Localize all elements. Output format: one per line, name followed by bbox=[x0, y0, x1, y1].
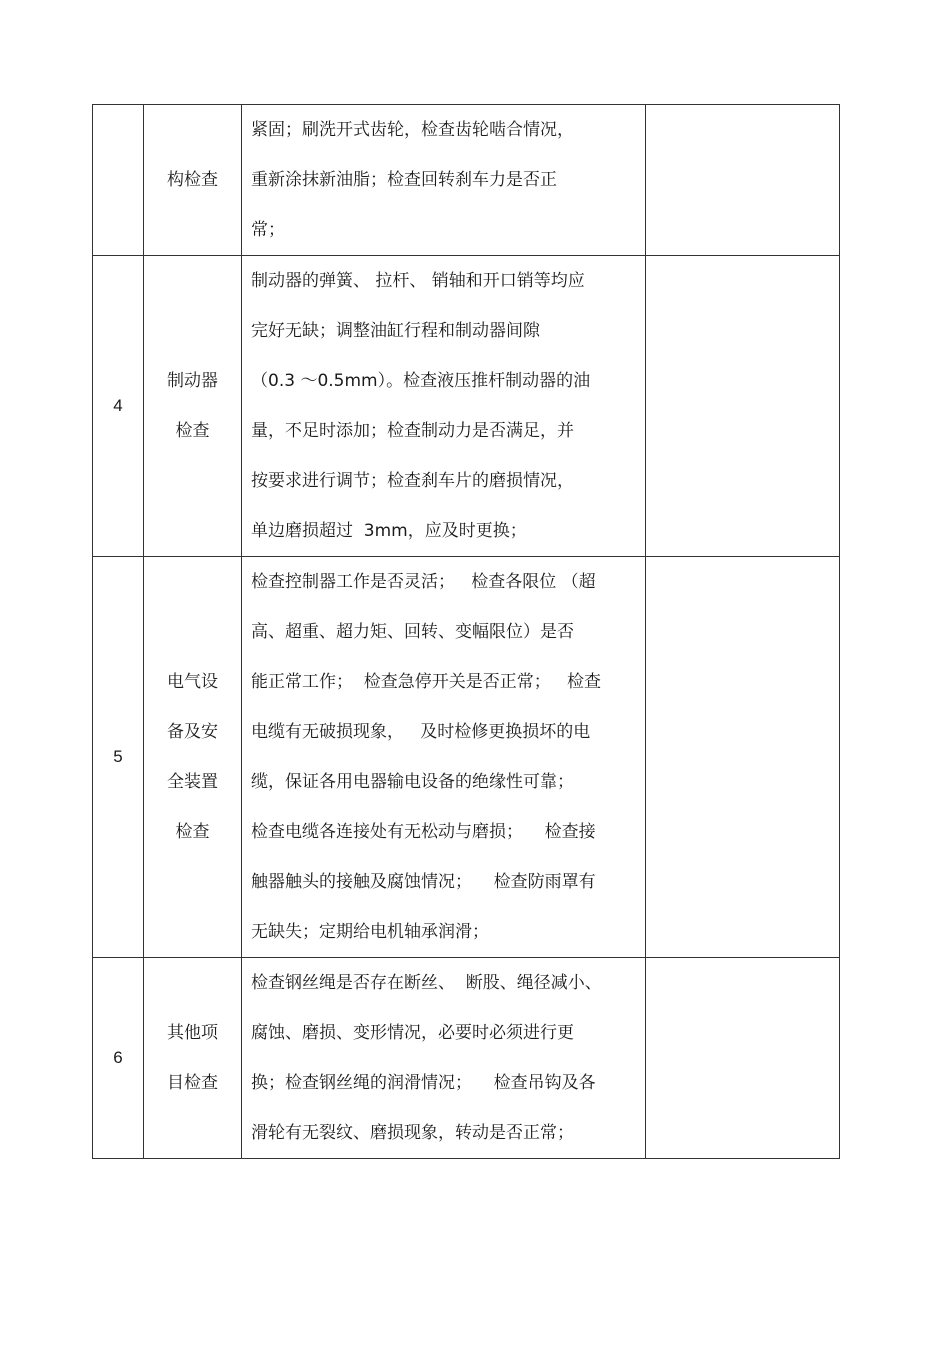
inspection-item-line: 电气设 bbox=[167, 672, 218, 692]
inspection-item-cell bbox=[144, 105, 242, 256]
inspection-item-line: 制动器 bbox=[167, 371, 218, 391]
table-body bbox=[93, 105, 840, 1159]
table-row bbox=[93, 557, 840, 958]
row-number-cell: 5 bbox=[93, 557, 144, 958]
inspection-item-line: 备及安 bbox=[167, 722, 218, 742]
inspection-content-line: 量，不足时添加；检查制动力是否满足，并 bbox=[251, 421, 574, 441]
inspection-content-line: 按要求进行调节；检查刹车片的磨损情况， bbox=[251, 471, 574, 491]
inspection-content-line: 制动器的弹簧、 拉杆、 销轴和开口销等均应 bbox=[251, 271, 585, 291]
inspection-content-line: 单边磨损超过 3mm，应及时更换； bbox=[251, 521, 527, 541]
table-row bbox=[93, 958, 840, 1159]
inspection-content-line: 检查控制器工作是否灵活； 检查各限位 （超 bbox=[251, 572, 596, 592]
inspection-content-line: 检查钢丝绳是否存在断丝、 断股、绳径减小、 bbox=[251, 973, 602, 993]
inspection-item-line: 检查 bbox=[175, 421, 210, 441]
inspection-item-cell bbox=[144, 256, 242, 557]
inspection-content-line: 无缺失；定期给电机轴承润滑； bbox=[251, 922, 489, 942]
inspection-content-line: 换；检查钢丝绳的润滑情况； 检查吊钩及各 bbox=[251, 1073, 596, 1093]
remarks-cell bbox=[646, 256, 840, 557]
inspection-item-cell bbox=[144, 958, 242, 1159]
table-row bbox=[93, 256, 840, 557]
remarks-cell bbox=[646, 958, 840, 1159]
remarks-cell bbox=[646, 557, 840, 958]
inspection-item-line: 构检查 bbox=[167, 170, 218, 190]
inspection-item-line: 其他项 bbox=[167, 1023, 218, 1043]
inspection-content-line: 腐蚀、磨损、变形情况，必要时必须进行更 bbox=[251, 1023, 574, 1043]
inspection-item-cell bbox=[144, 557, 242, 958]
inspection-content-line: 触器触头的接触及腐蚀情况； 检查防雨罩有 bbox=[251, 872, 596, 892]
inspection-item-line: 目检查 bbox=[167, 1073, 218, 1093]
remarks-cell bbox=[646, 105, 840, 256]
row-number-cell: 6 bbox=[93, 958, 144, 1159]
inspection-item-line: 全装置 bbox=[167, 772, 218, 792]
inspection-item-line: 检查 bbox=[175, 822, 210, 842]
inspection-content-line: 高、超重、超力矩、回转、变幅限位）是否 bbox=[251, 622, 574, 642]
inspection-content-cell bbox=[242, 105, 646, 256]
inspection-content-cell bbox=[242, 557, 646, 958]
inspection-content-cell bbox=[242, 958, 646, 1159]
table-row bbox=[93, 105, 840, 256]
row-number-cell: 4 bbox=[93, 256, 144, 557]
inspection-content-line: 常； bbox=[251, 220, 285, 240]
inspection-content-line: 重新涂抹新油脂；检查回转刹车力是否正 bbox=[251, 170, 557, 190]
row-number-cell bbox=[93, 105, 144, 256]
maintenance-inspection-table bbox=[92, 104, 840, 1159]
inspection-content-line: 检查电缆各连接处有无松动与磨损； 检查接 bbox=[251, 822, 596, 842]
inspection-content-line: 能正常工作； 检查急停开关是否正常； 检查 bbox=[251, 672, 602, 692]
inspection-content-cell bbox=[242, 256, 646, 557]
inspection-content-line: 滑轮有无裂纹、磨损现象，转动是否正常； bbox=[251, 1123, 574, 1143]
inspection-content-line: 缆，保证各用电器输电设备的绝缘性可靠； bbox=[251, 772, 574, 792]
inspection-content-line: 紧固；刷洗开式齿轮，检查齿轮啮合情况， bbox=[251, 120, 574, 140]
inspection-content-line: （0.3 ～0.5mm）。检查液压推杆制动器的油 bbox=[251, 371, 591, 391]
inspection-content-line: 完好无缺；调整油缸行程和制动器间隙 bbox=[251, 321, 540, 341]
inspection-content-line: 电缆有无破损现象， 及时检修更换损坏的电 bbox=[251, 722, 591, 742]
